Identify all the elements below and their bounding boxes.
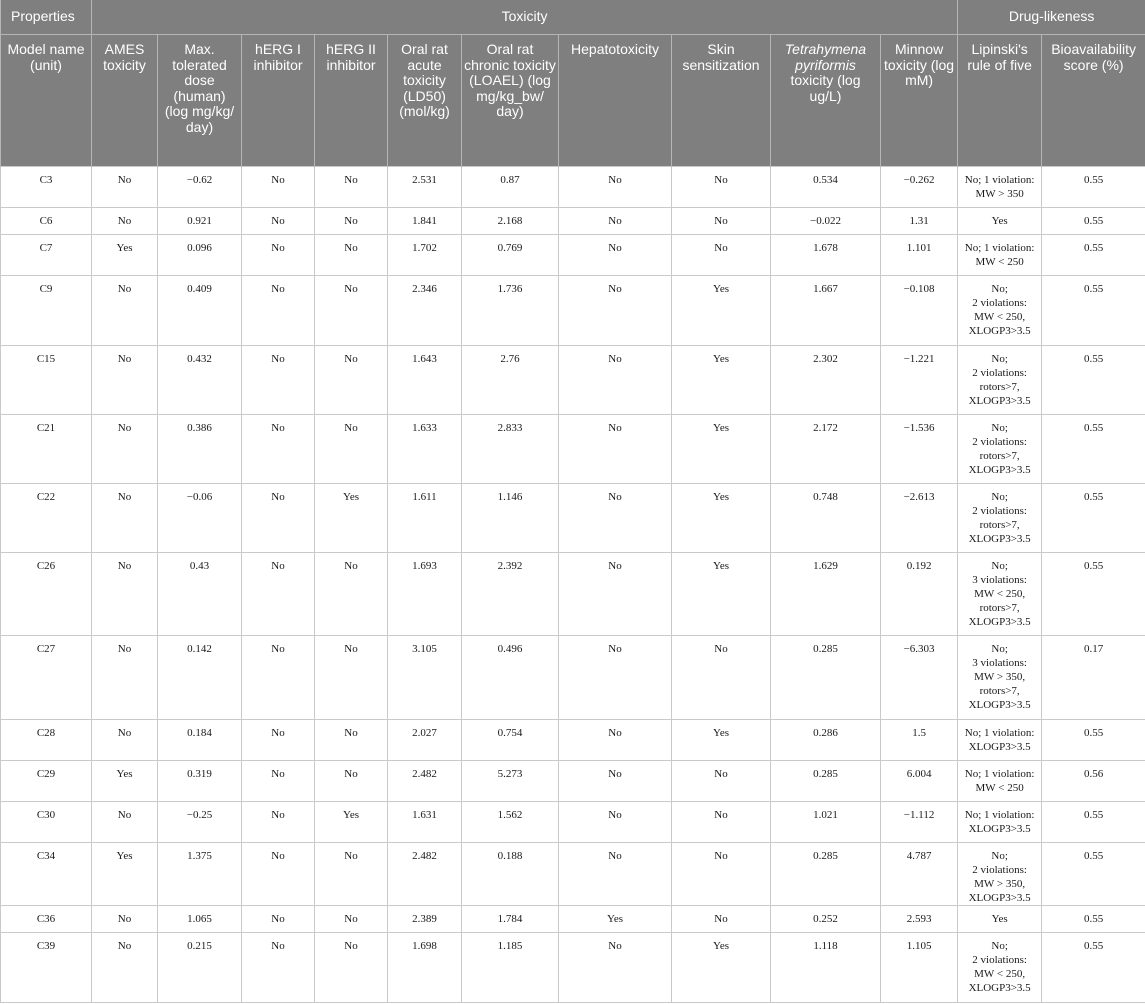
- cell-skin: Yes: [672, 276, 771, 346]
- cell-herg1: No: [242, 276, 315, 346]
- cell-bio: 0.55: [1042, 843, 1145, 906]
- cell-minnow: −2.613: [881, 484, 958, 553]
- cell-herg2: No: [315, 415, 388, 484]
- cell-model: C7: [1, 235, 92, 276]
- cell-loael: 1.185: [462, 933, 559, 1003]
- cell-tetra: 1.118: [771, 933, 881, 1003]
- col-loael: Oral rat chronic toxicity (LOAEL) (log mg/kg_bw/ day): [462, 35, 559, 167]
- cell-tetra: 0.748: [771, 484, 881, 553]
- cell-hepato: No: [559, 802, 672, 843]
- col-ames: AMES toxicity: [92, 35, 158, 167]
- cell-ld50: 1.698: [388, 933, 462, 1003]
- col-model: Model name (unit): [1, 35, 92, 167]
- cell-ames: No: [92, 906, 158, 933]
- cell-herg2: No: [315, 208, 388, 235]
- cell-ames: No: [92, 553, 158, 636]
- header-column-row: [1, 35, 1145, 167]
- col-tetrahymena-species: Tetrahymena pyriformis: [784, 41, 867, 73]
- cell-ames: Yes: [92, 761, 158, 802]
- cell-bio: 0.55: [1042, 802, 1145, 843]
- cell-hepato: No: [559, 636, 672, 720]
- cell-model: C21: [1, 415, 92, 484]
- cell-hepato: No: [559, 933, 672, 1003]
- cell-herg2: Yes: [315, 484, 388, 553]
- cell-loael: 1.146: [462, 484, 559, 553]
- cell-minnow: −6.303: [881, 636, 958, 720]
- cell-tetra: 2.172: [771, 415, 881, 484]
- cell-loael: 2.76: [462, 346, 559, 415]
- cell-lipinski: No; 1 violation: XLOGP3>3.5: [958, 802, 1042, 843]
- cell-loael: 0.87: [462, 167, 559, 208]
- cell-herg2: No: [315, 553, 388, 636]
- cell-ld50: 1.702: [388, 235, 462, 276]
- cell-minnow: 6.004: [881, 761, 958, 802]
- cell-ld50: 2.389: [388, 906, 462, 933]
- cell-ames: No: [92, 933, 158, 1003]
- cell-bio: 0.55: [1042, 276, 1145, 346]
- cell-lipinski: No; 2 violations: rotors>7, XLOGP3>3.5: [958, 415, 1042, 484]
- cell-tetra: 1.021: [771, 802, 881, 843]
- cell-maxdose: 0.43: [158, 553, 242, 636]
- cell-loael: 0.496: [462, 636, 559, 720]
- cell-lipinski: No; 2 violations: MW < 250, XLOGP3>3.5: [958, 276, 1042, 346]
- cell-tetra: 0.285: [771, 636, 881, 720]
- col-tetrahymena-unit: toxicity (log ug/L): [790, 72, 861, 104]
- cell-ames: No: [92, 276, 158, 346]
- cell-minnow: −1.536: [881, 415, 958, 484]
- cell-herg2: No: [315, 636, 388, 720]
- cell-model: C6: [1, 208, 92, 235]
- cell-ames: Yes: [92, 843, 158, 906]
- cell-lipinski: No; 3 violations: MW > 350, rotors>7, XLOGP3>3.5: [958, 636, 1042, 720]
- cell-maxdose: 0.432: [158, 346, 242, 415]
- cell-hepato: No: [559, 415, 672, 484]
- cell-maxdose: 0.409: [158, 276, 242, 346]
- cell-ld50: 2.482: [388, 843, 462, 906]
- cell-tetra: 0.285: [771, 843, 881, 906]
- cell-herg2: No: [315, 761, 388, 802]
- cell-skin: No: [672, 208, 771, 235]
- cell-maxdose: −0.62: [158, 167, 242, 208]
- cell-ld50: 2.027: [388, 720, 462, 761]
- cell-skin: Yes: [672, 553, 771, 636]
- table-row: [1, 484, 1145, 553]
- cell-tetra: −0.022: [771, 208, 881, 235]
- cell-lipinski: No; 1 violation: XLOGP3>3.5: [958, 720, 1042, 761]
- cell-ames: No: [92, 484, 158, 553]
- cell-lipinski: No; 2 violations: rotors>7, XLOGP3>3.5: [958, 346, 1042, 415]
- cell-loael: 0.188: [462, 843, 559, 906]
- cell-bio: 0.55: [1042, 415, 1145, 484]
- cell-model: C22: [1, 484, 92, 553]
- cell-herg1: No: [242, 484, 315, 553]
- cell-ames: No: [92, 208, 158, 235]
- cell-loael: 2.833: [462, 415, 559, 484]
- cell-maxdose: 0.319: [158, 761, 242, 802]
- header-group-row: [1, 0, 1145, 35]
- cell-ld50: 1.841: [388, 208, 462, 235]
- cell-hepato: No: [559, 346, 672, 415]
- cell-skin: Yes: [672, 346, 771, 415]
- cell-minnow: 1.101: [881, 235, 958, 276]
- cell-model: C30: [1, 802, 92, 843]
- cell-minnow: 1.31: [881, 208, 958, 235]
- cell-herg2: No: [315, 235, 388, 276]
- cell-tetra: 1.629: [771, 553, 881, 636]
- col-herg2: hERG II inhibitor: [315, 35, 388, 167]
- cell-lipinski: No; 2 violations: rotors>7, XLOGP3>3.5: [958, 484, 1042, 553]
- cell-ames: No: [92, 346, 158, 415]
- cell-ames: No: [92, 802, 158, 843]
- cell-ld50: 1.631: [388, 802, 462, 843]
- cell-model: C36: [1, 906, 92, 933]
- table-row: [1, 167, 1145, 208]
- table-row: [1, 415, 1145, 484]
- col-minnow: Minnow toxicity (log mM): [881, 35, 958, 167]
- cell-tetra: 2.302: [771, 346, 881, 415]
- cell-skin: No: [672, 906, 771, 933]
- col-skin: Skin sensitization: [672, 35, 771, 167]
- cell-herg2: No: [315, 906, 388, 933]
- cell-herg1: No: [242, 802, 315, 843]
- cell-loael: 0.769: [462, 235, 559, 276]
- cell-skin: No: [672, 802, 771, 843]
- table-row: [1, 802, 1145, 843]
- cell-hepato: No: [559, 720, 672, 761]
- cell-herg2: No: [315, 167, 388, 208]
- cell-maxdose: 0.184: [158, 720, 242, 761]
- cell-skin: No: [672, 167, 771, 208]
- cell-bio: 0.17: [1042, 636, 1145, 720]
- table-row: [1, 720, 1145, 761]
- cell-skin: No: [672, 235, 771, 276]
- cell-loael: 1.562: [462, 802, 559, 843]
- cell-hepato: No: [559, 208, 672, 235]
- cell-loael: 5.273: [462, 761, 559, 802]
- group-druglikeness: Drug-likeness: [958, 0, 1145, 35]
- table-row: [1, 843, 1145, 906]
- cell-lipinski: No; 2 violations: MW > 350, XLOGP3>3.5: [958, 843, 1042, 906]
- cell-minnow: 1.105: [881, 933, 958, 1003]
- cell-ld50: 2.482: [388, 761, 462, 802]
- cell-hepato: No: [559, 761, 672, 802]
- cell-maxdose: 0.921: [158, 208, 242, 235]
- cell-bio: 0.55: [1042, 720, 1145, 761]
- cell-bio: 0.55: [1042, 208, 1145, 235]
- table-row: [1, 276, 1145, 346]
- cell-lipinski: No; 1 violation: MW < 250: [958, 235, 1042, 276]
- cell-lipinski: No; 1 violation: MW < 250: [958, 761, 1042, 802]
- cell-tetra: 0.285: [771, 761, 881, 802]
- cell-bio: 0.56: [1042, 761, 1145, 802]
- cell-model: C9: [1, 276, 92, 346]
- cell-maxdose: −0.06: [158, 484, 242, 553]
- cell-bio: 0.55: [1042, 553, 1145, 636]
- cell-loael: 1.736: [462, 276, 559, 346]
- cell-minnow: −1.112: [881, 802, 958, 843]
- cell-minnow: −1.221: [881, 346, 958, 415]
- cell-skin: Yes: [672, 933, 771, 1003]
- cell-skin: Yes: [672, 720, 771, 761]
- table-row: [1, 208, 1145, 235]
- cell-maxdose: 1.375: [158, 843, 242, 906]
- cell-bio: 0.55: [1042, 235, 1145, 276]
- cell-tetra: 0.286: [771, 720, 881, 761]
- cell-minnow: 1.5: [881, 720, 958, 761]
- cell-herg2: No: [315, 720, 388, 761]
- table-row: [1, 933, 1145, 1003]
- cell-ld50: 1.643: [388, 346, 462, 415]
- cell-lipinski: Yes: [958, 208, 1042, 235]
- cell-herg1: No: [242, 208, 315, 235]
- cell-ames: No: [92, 636, 158, 720]
- cell-model: C34: [1, 843, 92, 906]
- cell-maxdose: 0.096: [158, 235, 242, 276]
- cell-ld50: 3.105: [388, 636, 462, 720]
- cell-ames: No: [92, 720, 158, 761]
- cell-ld50: 1.611: [388, 484, 462, 553]
- cell-skin: Yes: [672, 415, 771, 484]
- cell-herg1: No: [242, 933, 315, 1003]
- table-row: [1, 553, 1145, 636]
- cell-lipinski: No; 2 violations: MW < 250, XLOGP3>3.5: [958, 933, 1042, 1003]
- cell-tetra: 0.252: [771, 906, 881, 933]
- col-hepato: Hepatotoxicity: [559, 35, 672, 167]
- cell-lipinski: Yes: [958, 906, 1042, 933]
- cell-bio: 0.55: [1042, 906, 1145, 933]
- cell-hepato: No: [559, 276, 672, 346]
- table-row: [1, 906, 1145, 933]
- cell-ames: Yes: [92, 235, 158, 276]
- cell-minnow: −0.108: [881, 276, 958, 346]
- cell-maxdose: 0.386: [158, 415, 242, 484]
- cell-ames: No: [92, 167, 158, 208]
- cell-lipinski: No; 3 violations: MW < 250, rotors>7, XLOGP3>3.5: [958, 553, 1042, 636]
- cell-minnow: 2.593: [881, 906, 958, 933]
- cell-model: C39: [1, 933, 92, 1003]
- cell-minnow: 0.192: [881, 553, 958, 636]
- cell-herg1: No: [242, 906, 315, 933]
- cell-bio: 0.55: [1042, 167, 1145, 208]
- cell-loael: 2.168: [462, 208, 559, 235]
- col-ld50: Oral rat acute toxicity (LD50) (mol/kg): [388, 35, 462, 167]
- cell-herg1: No: [242, 346, 315, 415]
- table-row: [1, 235, 1145, 276]
- cell-maxdose: 0.215: [158, 933, 242, 1003]
- group-properties: Properties: [1, 0, 92, 35]
- cell-ld50: 1.693: [388, 553, 462, 636]
- col-bioavailability: Bioavailability score (%): [1042, 35, 1145, 167]
- cell-hepato: No: [559, 235, 672, 276]
- cell-herg1: No: [242, 761, 315, 802]
- table-row: [1, 636, 1145, 720]
- cell-lipinski: No; 1 violation: MW > 350: [958, 167, 1042, 208]
- cell-tetra: 1.667: [771, 276, 881, 346]
- cell-herg1: No: [242, 553, 315, 636]
- cell-tetra: 1.678: [771, 235, 881, 276]
- cell-loael: 1.784: [462, 906, 559, 933]
- cell-skin: Yes: [672, 484, 771, 553]
- cell-maxdose: 1.065: [158, 906, 242, 933]
- cell-ames: No: [92, 415, 158, 484]
- cell-loael: 0.754: [462, 720, 559, 761]
- col-tetrahymena: [771, 35, 881, 167]
- table-row: [1, 346, 1145, 415]
- cell-maxdose: −0.25: [158, 802, 242, 843]
- cell-hepato: No: [559, 553, 672, 636]
- cell-ld50: 2.531: [388, 167, 462, 208]
- cell-model: C15: [1, 346, 92, 415]
- cell-minnow: 4.787: [881, 843, 958, 906]
- table-body: [1, 167, 1145, 1003]
- cell-herg2: No: [315, 933, 388, 1003]
- cell-hepato: No: [559, 484, 672, 553]
- cell-bio: 0.55: [1042, 933, 1145, 1003]
- cell-loael: 2.392: [462, 553, 559, 636]
- cell-herg1: No: [242, 415, 315, 484]
- cell-herg2: No: [315, 346, 388, 415]
- cell-herg1: No: [242, 720, 315, 761]
- cell-herg2: No: [315, 843, 388, 906]
- cell-skin: No: [672, 636, 771, 720]
- cell-minnow: −0.262: [881, 167, 958, 208]
- cell-ld50: 2.346: [388, 276, 462, 346]
- col-maxdose: Max. tolerated dose (human) (log mg/kg/ day): [158, 35, 242, 167]
- cell-hepato: No: [559, 843, 672, 906]
- cell-herg2: Yes: [315, 802, 388, 843]
- cell-herg1: No: [242, 167, 315, 208]
- cell-model: C26: [1, 553, 92, 636]
- cell-model: C27: [1, 636, 92, 720]
- cell-skin: No: [672, 761, 771, 802]
- cell-model: C29: [1, 761, 92, 802]
- cell-model: C28: [1, 720, 92, 761]
- cell-maxdose: 0.142: [158, 636, 242, 720]
- cell-herg1: No: [242, 843, 315, 906]
- cell-bio: 0.55: [1042, 484, 1145, 553]
- table-row: [1, 761, 1145, 802]
- group-toxicity: Toxicity: [92, 0, 958, 35]
- cell-hepato: Yes: [559, 906, 672, 933]
- cell-hepato: No: [559, 167, 672, 208]
- cell-herg1: No: [242, 636, 315, 720]
- cell-herg1: No: [242, 235, 315, 276]
- col-herg1: hERG I inhibitor: [242, 35, 315, 167]
- cell-herg2: No: [315, 276, 388, 346]
- col-lipinski: Lipinski's rule of five: [958, 35, 1042, 167]
- cell-skin: No: [672, 843, 771, 906]
- cell-model: C3: [1, 167, 92, 208]
- cell-ld50: 1.633: [388, 415, 462, 484]
- cell-bio: 0.55: [1042, 346, 1145, 415]
- cell-tetra: 0.534: [771, 167, 881, 208]
